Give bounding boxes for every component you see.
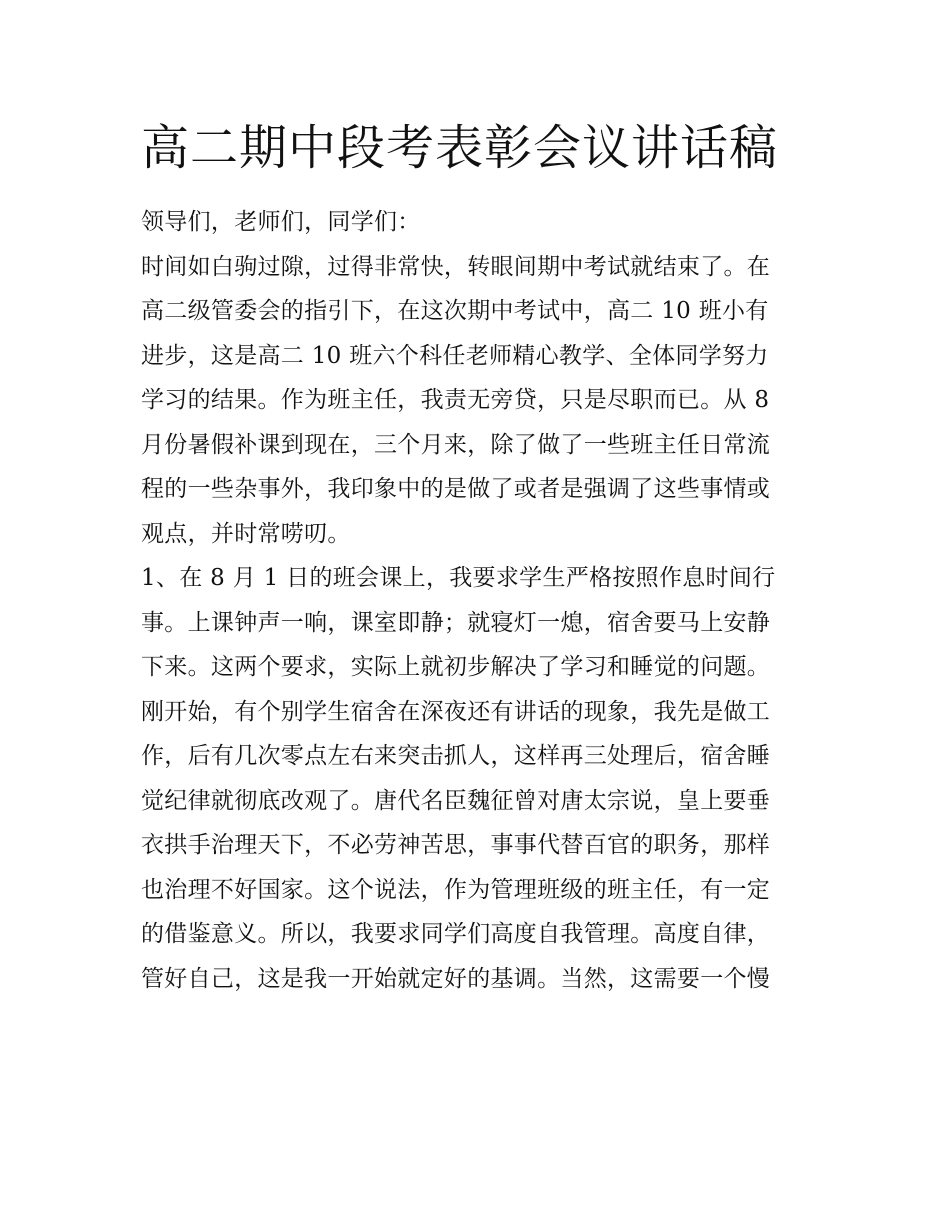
text-line: 月份暑假补课到现在，三个月来，除了做了一些班主任日常流 bbox=[141, 431, 771, 458]
document-title: 高二期中段考表彰会议讲话稿 bbox=[141, 120, 779, 176]
text-line: 时间如白驹过隙，过得非常快，转眼间期中考试就结束了。在 bbox=[141, 253, 771, 280]
text-line: 进步，这是高二 10 班六个科任老师精心教学、全体同学努力 bbox=[141, 342, 769, 369]
text-line: 高二级管委会的指引下，在这次期中考试中，高二 10 班小有 bbox=[141, 298, 769, 324]
text-line: 觉纪律就彻底改观了。唐代名臣魏征曾对唐太宗说，皇上要垂 bbox=[141, 787, 771, 814]
text-line: 下来。这两个要求，实际上就初步解决了学习和睡觉的问题。 bbox=[141, 654, 771, 680]
text-line: 管好自己，这是我一开始就定好的基调。当然，这需要一个慢 bbox=[141, 965, 771, 992]
text-line: 衣拱手治理天下，不必劳神苦思，事事代替百官的职务，那样 bbox=[141, 832, 771, 858]
text-line: 学习的结果。作为班主任，我责无旁贷，只是尽职而已。从 8 bbox=[141, 387, 770, 413]
text-line: 观点，并时常唠叨。 bbox=[141, 520, 351, 547]
document-body bbox=[141, 200, 831, 1001]
text-line: 刚开始，有个别学生宿舍在深夜还有讲话的现象，我先是做工 bbox=[141, 698, 771, 725]
text-line: 也治理不好国家。这个说法，作为管理班级的班主任，有一定 bbox=[141, 876, 771, 903]
text-line: 作，后有几次零点左右来突击抓人，这样再三处理后，宿舍睡 bbox=[141, 743, 771, 769]
text-line: 程的一些杂事外，我印象中的是做了或者是强调了这些事情或 bbox=[141, 476, 771, 502]
salutation-line: 领导们，老师们，同学们： bbox=[141, 209, 421, 235]
text-line: 1、在 8 月 1 日的班会课上，我要求学生严格按照作息时间行 bbox=[141, 565, 776, 591]
text-line: 事。上课钟声一响，课室即静；就寝灯一熄，宿舍要马上安静 bbox=[141, 609, 771, 636]
text-line: 的借鉴意义。所以，我要求同学们高度自我管理。高度自律， bbox=[141, 921, 771, 947]
